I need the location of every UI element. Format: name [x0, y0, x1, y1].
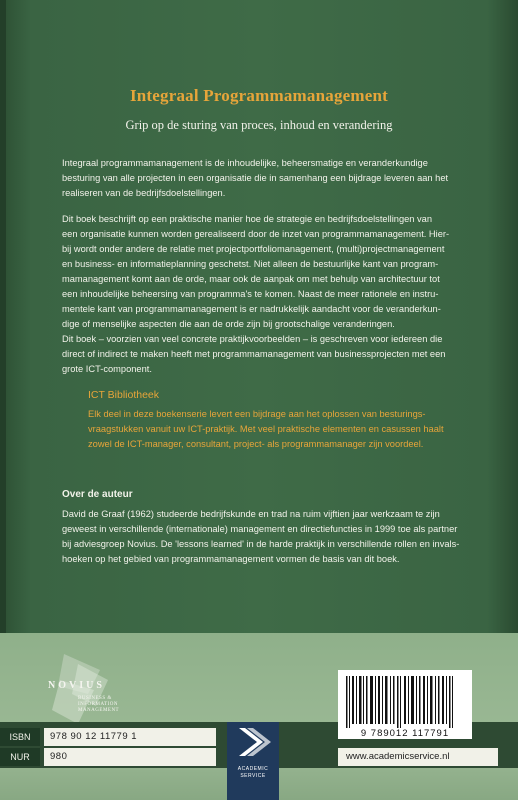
- barcode-number: 9 789012 117791: [338, 728, 472, 739]
- text-line: Dit boek – voorzien van veel concrete praktijkvoorbeelden – is geschreven voor iedereen die: [62, 334, 443, 344]
- text-line: bij wordt onder andere de relatie met projectportfoliomanagement, (multi)projectmanagement: [62, 244, 445, 254]
- ict-paragraph: [88, 407, 460, 452]
- text-line: hoeken op het gebied van programmamanagement vormen de basis van dit boek.: [62, 554, 400, 564]
- text-line: Elk deel in deze boekenserie levert een bijdrage aan het oplossen van besturings-: [88, 409, 426, 419]
- author-paragraph: [62, 507, 462, 567]
- author-heading: Over de auteur: [62, 489, 133, 500]
- text-line: grote ICT-component.: [62, 364, 152, 374]
- isbn-label: ISBN: [0, 728, 40, 746]
- text-line: Integraal programmamanagement is de inhoudelijke, beheersmatige en veranderkundige: [62, 158, 428, 168]
- text-line: vraagstukken vanuit uw ICT-praktijk. Met veel praktische elementen en casussen haalt: [88, 424, 444, 434]
- book-subtitle: Grip op de sturing van proces, inhoud en verandering: [125, 118, 393, 132]
- intro-paragraph: [62, 156, 462, 201]
- text-line: realiseren van de bedrijfsdoelstellingen.: [62, 188, 226, 198]
- academic-service-logo: [227, 722, 279, 800]
- text-line: Dit boek beschrijft op een praktische manier hoe de strategie en bedrijfsdoelstellingen van: [62, 214, 433, 224]
- academic-service-text: [227, 766, 279, 780]
- logo-line: SERVICE: [240, 773, 266, 779]
- tagline-line: MANAGEMENT: [78, 708, 120, 713]
- novius-logo-text: NOVIUS: [48, 680, 105, 691]
- tagline-line: BUSINESS &: [78, 696, 112, 701]
- nur-value: 980: [44, 748, 216, 766]
- nur-label: NUR: [0, 748, 40, 766]
- text-line: zowel de ICT-manager, consultant, project- als programmamanager zijn voordeel.: [88, 439, 424, 449]
- book-title: Integraal Programmamanagement: [129, 86, 389, 105]
- text-line: dige of menselijke aspecten die aan de orde zijn bij grootschalige veranderingen.: [62, 319, 395, 329]
- text-line: direct of indirect te maken heeft met programmamanagement van businessprojecten met een: [62, 349, 446, 359]
- tagline-line: INFORMATION: [78, 702, 118, 707]
- website-url: www.academicservice.nl: [338, 748, 498, 766]
- text-line: besturing van alle projecten in een organisatie die in samenhang een bijdrage leveren aan het: [62, 173, 449, 183]
- ict-heading: ICT Bibliotheek: [88, 389, 160, 401]
- text-line: bij adviesgroep Novius. De 'lessons learned' in de harde praktijk in verschillende rollen en invals-: [62, 539, 460, 549]
- text-line: David de Graaf (1962) studeerde bedrijfskunde en trad na ruim vijftien jaar werkzaam te zijn: [62, 509, 440, 519]
- chevron-right-icon: [227, 722, 279, 766]
- text-line: mentele kant van programmamanagement is er nadrukkelijk aandacht voor de veranderkun-: [62, 304, 441, 314]
- description-paragraph: [62, 212, 462, 377]
- text-line: geweest in verschillende (internationale) management en directiefuncties in 1999 toe als partner: [62, 524, 458, 534]
- logo-line: ACADEMIC: [237, 766, 269, 772]
- text-line: mamanagement komt aan de orde, maar ook de aanpak om met behulp van architectuur tot: [62, 274, 440, 284]
- novius-tagline: [78, 696, 119, 714]
- text-line: een inhoudelijke beheersing van programma's te komen. Naast de meer rationele en instru-: [62, 289, 439, 299]
- isbn-value: 978 90 12 11779 1: [44, 728, 216, 746]
- text-line: en business- en informatieplanning geschetst. Niet alleen de bestuurlijke kant van program-: [62, 259, 439, 269]
- text-line: een organisatie kunnen worden gerealiseerd door de inzet van programmamanagement. Hier-: [62, 229, 450, 239]
